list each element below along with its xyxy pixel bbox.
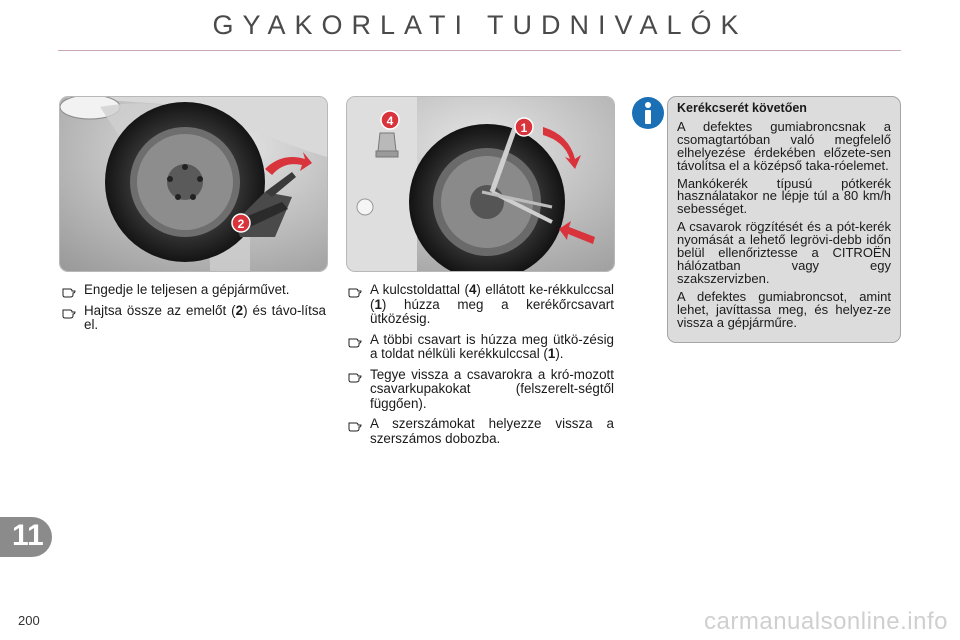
callout-1-label: 1 [520,121,528,135]
step-item: A kulcstoldattal (4) ellátott ke-rékkulccsal (1) húzza meg a kerékőrcsavart ütközésig. [346,283,614,327]
info-paragraph: A defektes gumiabroncsot, amint lehet, javíttassa meg, és helyez-ze vissza a gépjárműre. [677,288,891,330]
step-item: Tegye vissza a csavarokra a kró-mozott csavarkupakokat (felszerelt-ségtől függően). [346,368,614,412]
step-item: Hajtsa össze az emelőt (2) és távo-lítsa el. [60,304,326,333]
page-title: GYAKORLATI TUDNIVALÓK [212,10,748,40]
info-box [667,96,901,343]
photo-jack-lowering [59,96,328,272]
chapter-number: 11 [12,519,44,552]
pointing-hand-icon [348,418,362,432]
chapter-tab [0,517,52,557]
info-paragraph: A defektes gumiabroncsnak a csomagtartóban való megfelelő elhelyezése érdekében előzete-sen távolítsa el a középső taka-róelemet. [677,118,891,173]
pointing-hand-icon [348,334,362,348]
info-icon [631,96,665,130]
watermark: carmanualsonline.info [704,608,948,635]
header-divider [58,50,901,51]
pointing-hand-icon [348,284,362,298]
info-paragraph: A csavarok rögzítését és a pót-kerék nyomását a lehető legrövi-debb időn belül ellenőriztesse a CITROËN hálózatban vagy egy szakszervizben. [677,219,891,286]
photo-jack-lowering-illustration [60,97,327,271]
step-item: Engedje le teljesen a gépjárművet. [60,283,326,298]
info-paragraph: Mankókerék típusú pótkerék használatakor ne lépje túl a 80 km/h sebességet. [677,175,891,217]
photo-wheel-bolts-illustration [347,97,614,271]
steps-list-right [346,283,614,452]
callout-4-label: 4 [386,114,394,128]
pointing-hand-icon [62,305,76,319]
info-box-title: Kerékcserét követően [677,101,807,115]
pointing-hand-icon [62,284,76,298]
page-number: 200 [18,613,40,628]
steps-list-left [60,283,326,339]
step-item: A szerszámokat helyezze vissza a szerszámos dobozba. [346,417,614,446]
photo-wheel-bolts [346,96,615,272]
pointing-hand-icon [348,369,362,383]
step-item: A többi csavart is húzza meg ütkö-zésig a toldat nélküli kerékkulccsal (1). [346,333,614,362]
callout-2-label: 2 [237,217,245,231]
